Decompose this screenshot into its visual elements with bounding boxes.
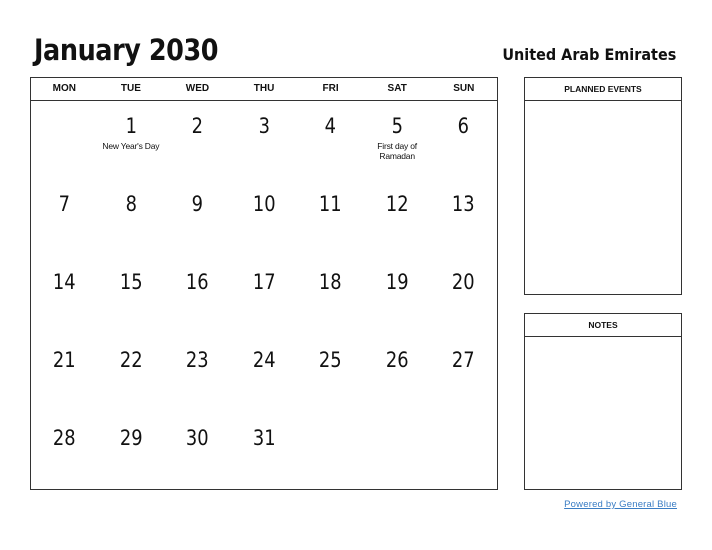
day-cell: [231, 256, 298, 334]
calendar-grid: [30, 77, 498, 490]
holiday-label: First day of Ramadan: [377, 141, 417, 161]
holiday-label: New Year's Day: [102, 141, 160, 151]
day-number: 29: [119, 426, 143, 450]
day-cell: [430, 334, 497, 412]
day-cell: [31, 256, 98, 334]
day-cell: [98, 178, 165, 256]
day-cell: [31, 178, 98, 256]
day-cell: [231, 100, 298, 178]
day-cell: [364, 178, 431, 256]
day-cell: [98, 256, 165, 334]
day-grid: [31, 100, 497, 490]
day-cell: [430, 178, 497, 256]
day-number: 20: [452, 270, 476, 294]
day-cell: [364, 256, 431, 334]
weekday-fri: FRI: [322, 83, 339, 94]
day-cell: [164, 178, 231, 256]
page-title: January 2030: [34, 33, 219, 67]
day-number: 13: [452, 192, 476, 216]
day-number: 28: [52, 426, 76, 450]
day-number: 31: [252, 426, 276, 450]
day-number: 17: [252, 270, 276, 294]
day-number: 22: [119, 348, 143, 372]
day-number: 18: [319, 270, 342, 294]
day-number: 2: [191, 114, 204, 138]
day-number: 14: [52, 270, 76, 294]
day-number: 30: [186, 426, 209, 450]
day-number: 5: [391, 114, 403, 138]
day-number: 12: [385, 192, 409, 216]
day-cell: [430, 100, 497, 178]
weekday-wed: WED: [185, 83, 210, 94]
day-number: 23: [186, 348, 209, 372]
day-number: 16: [186, 270, 209, 294]
notes-header: NOTES: [525, 314, 681, 337]
weekday-mon: MON: [52, 83, 76, 94]
day-number: 10: [252, 192, 276, 216]
day-cell: [297, 256, 364, 334]
weekday-sun: SUN: [453, 83, 475, 94]
day-cell: [31, 412, 98, 490]
day-cell: [231, 412, 298, 490]
day-number: 4: [324, 114, 337, 138]
day-cell: [164, 334, 231, 412]
day-cell: [364, 334, 431, 412]
day-cell: [31, 100, 98, 178]
day-number: 7: [58, 192, 70, 216]
day-number: 3: [258, 114, 270, 138]
day-cell: [297, 334, 364, 412]
day-number: 1: [125, 114, 137, 138]
day-cell: [297, 412, 364, 490]
day-cell: [98, 412, 165, 490]
day-number: 24: [252, 348, 276, 372]
weekday-thu: THU: [253, 83, 275, 94]
day-cell: [297, 178, 364, 256]
day-cell: [31, 334, 98, 412]
day-cell: [364, 100, 431, 178]
day-number: 26: [385, 348, 409, 372]
day-number: 27: [452, 348, 476, 372]
day-cell: [98, 334, 165, 412]
weekday-tue: TUE: [120, 83, 141, 94]
country-label: United Arab Emirates: [502, 45, 676, 64]
powered-by-link[interactable]: Powered by General Blue: [564, 499, 677, 510]
day-cell: [430, 412, 497, 490]
day-cell: [364, 412, 431, 490]
day-cell: [297, 100, 364, 178]
day-number: 15: [119, 270, 143, 294]
day-number: 9: [191, 192, 204, 216]
day-cell: [164, 412, 231, 490]
day-cell: [98, 100, 165, 178]
day-number: 21: [52, 348, 76, 372]
weekday-header-row: [31, 78, 497, 101]
planned-events-panel: [524, 77, 682, 295]
day-number: 6: [458, 114, 470, 138]
weekday-sat: SAT: [387, 83, 407, 94]
day-number: 11: [319, 192, 342, 216]
day-number: 19: [385, 270, 409, 294]
day-number: 25: [319, 348, 342, 372]
day-cell: [164, 100, 231, 178]
day-cell: [231, 178, 298, 256]
day-cell: [231, 334, 298, 412]
day-number: 8: [125, 192, 137, 216]
day-cell: [164, 256, 231, 334]
day-cell: [430, 256, 497, 334]
notes-panel: [524, 313, 682, 490]
planned-events-header: PLANNED EVENTS: [525, 78, 681, 101]
